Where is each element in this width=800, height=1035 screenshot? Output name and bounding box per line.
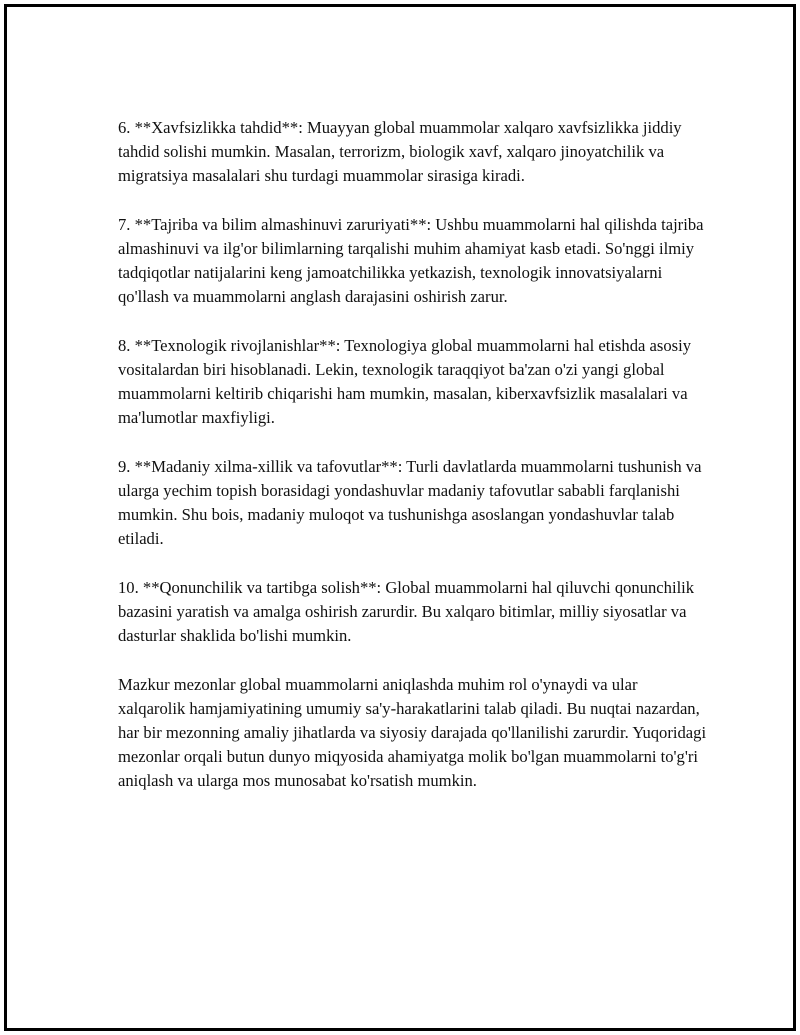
paragraph-criterion-10: 10. **Qonunchilik va tartibga solish**: Global muammolarni hal qiluvchi qonunchilik bazasini yaratish va amalga oshirish zarurdir. Bu xalqaro bitimlar, milliy siyosatlar va dasturlar shaklida bo'lishi mumkin. [118, 577, 695, 646]
paragraph-criterion-8: 8. **Texnologik rivojlanishlar**: Texnologiya global muammolarni hal etishda asosiy vositalardan biri hisoblanadi. Lekin, texnologik taraqqiyot ba'zan o'zi yangi global muammolarni keltirib chiqarishi ham mumkin, masalan, kiberxavfsizlik masalalari va ma'lumotlar maxfiyligi. [118, 335, 691, 428]
paragraph-criterion-6: 6. **Xavfsizlikka tahdid**: Muayyan global muammolar xalqaro xavfsizlikka jiddiy tahdid solishi mumkin. Masalan, terrorizm, biologik xavf, xalqaro jinoyatchilik va migratsiya masalalari shu turdagi muammolar sirasiga kiradi. [118, 118, 682, 186]
document-body [118, 116, 708, 818]
paragraph-criterion-7: 7. **Tajriba va bilim almashinuvi zaruriyati**: Ushbu muammolarni hal qilishda tajriba almashinuvi va ilg'or bilimlarning tarqalishi muhim ahamiyat kasb etadi. So'nggi ilmiy tadqiqotlar natijalarini keng jamoatchilikka yetkazish, texnologik innovatsiyalarni qo'llash va muammolarni anglash darajasini oshirish zarur. [118, 214, 704, 307]
paragraph-criterion-9: 9. **Madaniy xilma-xillik va tafovutlar**: Turli davlatlarda muammolarni tushunish va ularga yechim topish borasidagi yondashuvlar madaniy tafovutlar sababli farqlanishi mumkin. Shu bois, madaniy muloqot va tushunishga asoslangan yondashuvlar talab etiladi. [118, 456, 702, 549]
paragraph-conclusion: Mazkur mezonlar global muammolarni aniqlashda muhim rol o'ynaydi va ular xalqarolik hamjamiyatining umumiy sa'y-harakatlarini talab qiladi. Bu nuqtai nazardan, har bir mezonning amaliy jihatlarda va siyosiy darajada qo'llanilishi zarurdir. Yuqoridagi mezonlar orqali butun dunyo miqyosida ahamiyatga molik bo'lgan muammolarni to'g'ri aniqlash va ularga mos munosabat ko'rsatish mumkin. [118, 674, 707, 791]
